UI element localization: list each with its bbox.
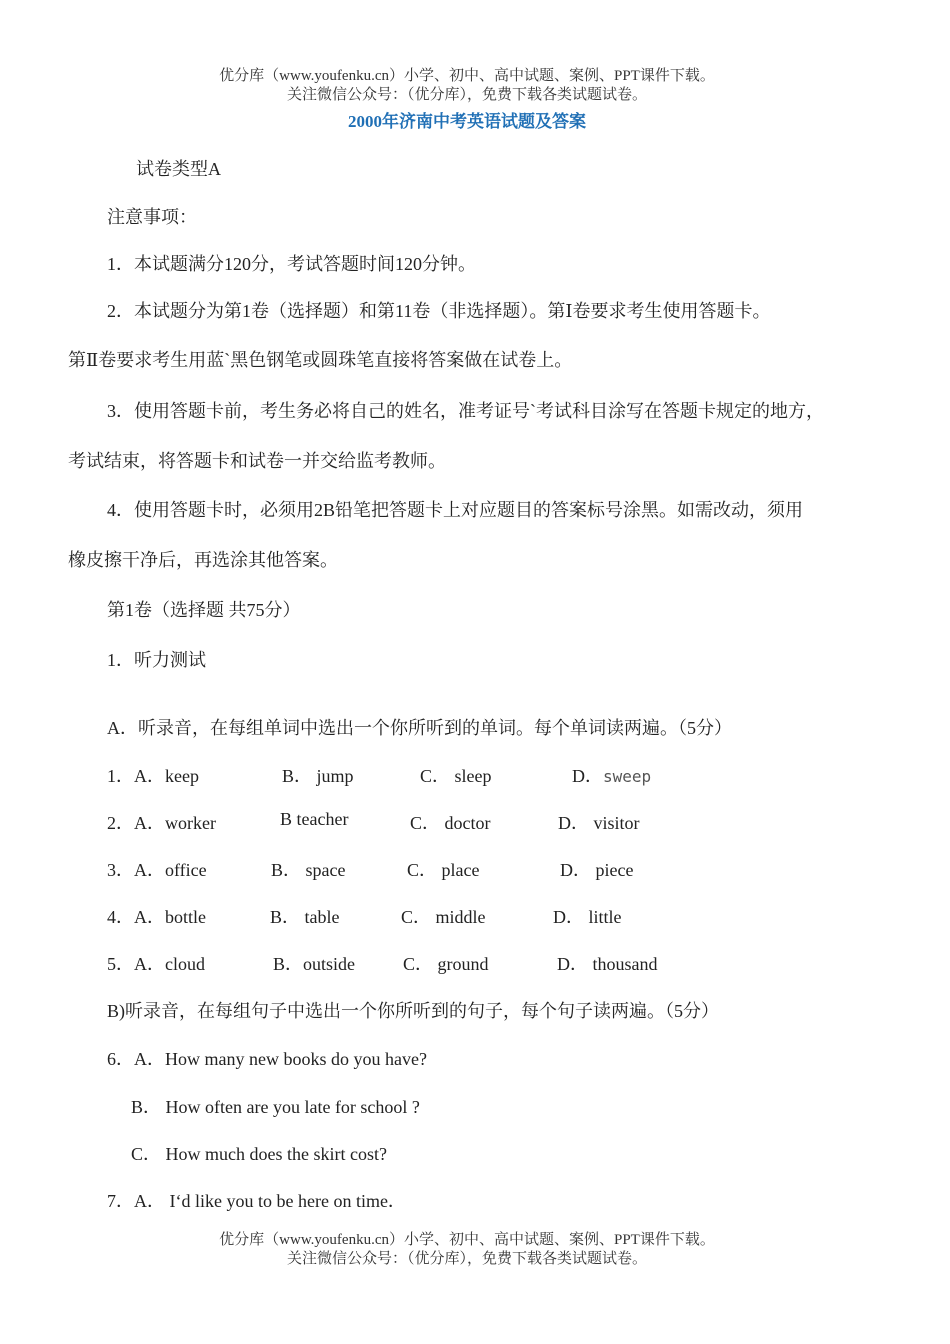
q6-option-a: 6．A．How many new books do you have? <box>107 1049 427 1069</box>
q5-option-d: D． thousand <box>557 954 658 974</box>
notice-heading: 注意事项： <box>107 207 197 227</box>
q6-option-b: B． How often are you late for school ? <box>131 1097 420 1117</box>
q1-option-c: C． sleep <box>420 766 492 786</box>
notice-2-cont: 第Ⅱ卷要求考生用蓝`黑色钢笔或圆珠笔直接将答案做在试卷上。 <box>68 350 573 370</box>
notice-3-cont: 考试结束，将答题卡和试卷一并交给监考教师。 <box>68 451 446 471</box>
q4-option-a: 4．A．bottle <box>107 907 206 927</box>
q2-option-d: D． visitor <box>558 813 640 833</box>
q5-option-b: B．outside <box>273 954 356 974</box>
q4-option-b: B． table <box>270 907 340 927</box>
q1-option-a: 1．A．keep <box>107 766 199 786</box>
q3-option-b: B． space <box>271 860 346 880</box>
notice-3: 3．使用答题卡前，考生务必将自己的姓名，准考证号`考试科目涂写在答题卡规定的地方， <box>107 401 824 421</box>
q7-option-a: 7．A． I‘d like you to be here on time． <box>107 1191 406 1211</box>
q2-option-a: 2．A．worker <box>107 813 216 833</box>
q1-option-d: D．sweep <box>572 766 652 786</box>
notice-1: 1．本试题满分120分，考试答题时间120分钟。 <box>107 254 476 274</box>
notice-4-cont: 橡皮擦干净后，再选涂其他答案。 <box>68 550 338 570</box>
volume-1-heading: 第1卷（选择题 共75分） <box>107 600 301 620</box>
q3-option-c: C． place <box>407 860 480 880</box>
q3-option-d: D． piece <box>560 860 634 880</box>
notice-4: 4．使用答题卡时，必须用2B铅笔把答题卡上对应题目的答案标号涂黑。如需改动，须用 <box>107 500 804 520</box>
footer-line-2: 关注微信公众号：（优分库），免费下载各类试题试卷。 <box>286 1251 647 1267</box>
q2-option-c: C． doctor <box>410 813 491 833</box>
q1-option-b: B． jump <box>282 766 354 786</box>
q6-option-c: C． How much does the skirt cost? <box>131 1144 387 1164</box>
q4-option-d: D． little <box>553 907 622 927</box>
header-line-1: 优分库（www.youfenku.cn）小学、初中、高中试题、案例、PPT课件下载。 <box>219 68 715 84</box>
paper-type: 试卷类型A <box>136 159 221 179</box>
q1-option-d-word: sweep <box>603 767 652 786</box>
q4-option-c: C． middle <box>401 907 486 927</box>
notice-2: 2．本试题分为第1卷（选择题）和第11卷（非选择题）。第Ⅰ卷要求考生使用答题卡。 <box>107 301 771 321</box>
part-b-instruction: B)听录音，在每组句子中选出一个你所听到的句子，每个句子读两遍。（5分） <box>107 1001 719 1021</box>
document-title: 2000年济南中考英语试题及答案 <box>348 112 586 131</box>
q5-option-a: 5．A．cloud <box>107 954 205 974</box>
q3-option-a: 3．A．office <box>107 860 207 880</box>
q2-option-b: B teacher <box>280 809 349 829</box>
q5-option-c: C． ground <box>403 954 489 974</box>
part-a-instruction: A．听录音，在每组单词中选出一个你所听到的单词。每个单词读两遍。（5分） <box>107 718 732 738</box>
header-line-2: 关注微信公众号：（优分库），免费下载各类试题试卷。 <box>286 87 647 103</box>
section-listening: 1．听力测试 <box>107 650 206 670</box>
footer-line-1: 优分库（www.youfenku.cn）小学、初中、高中试题、案例、PPT课件下载。 <box>219 1232 715 1248</box>
